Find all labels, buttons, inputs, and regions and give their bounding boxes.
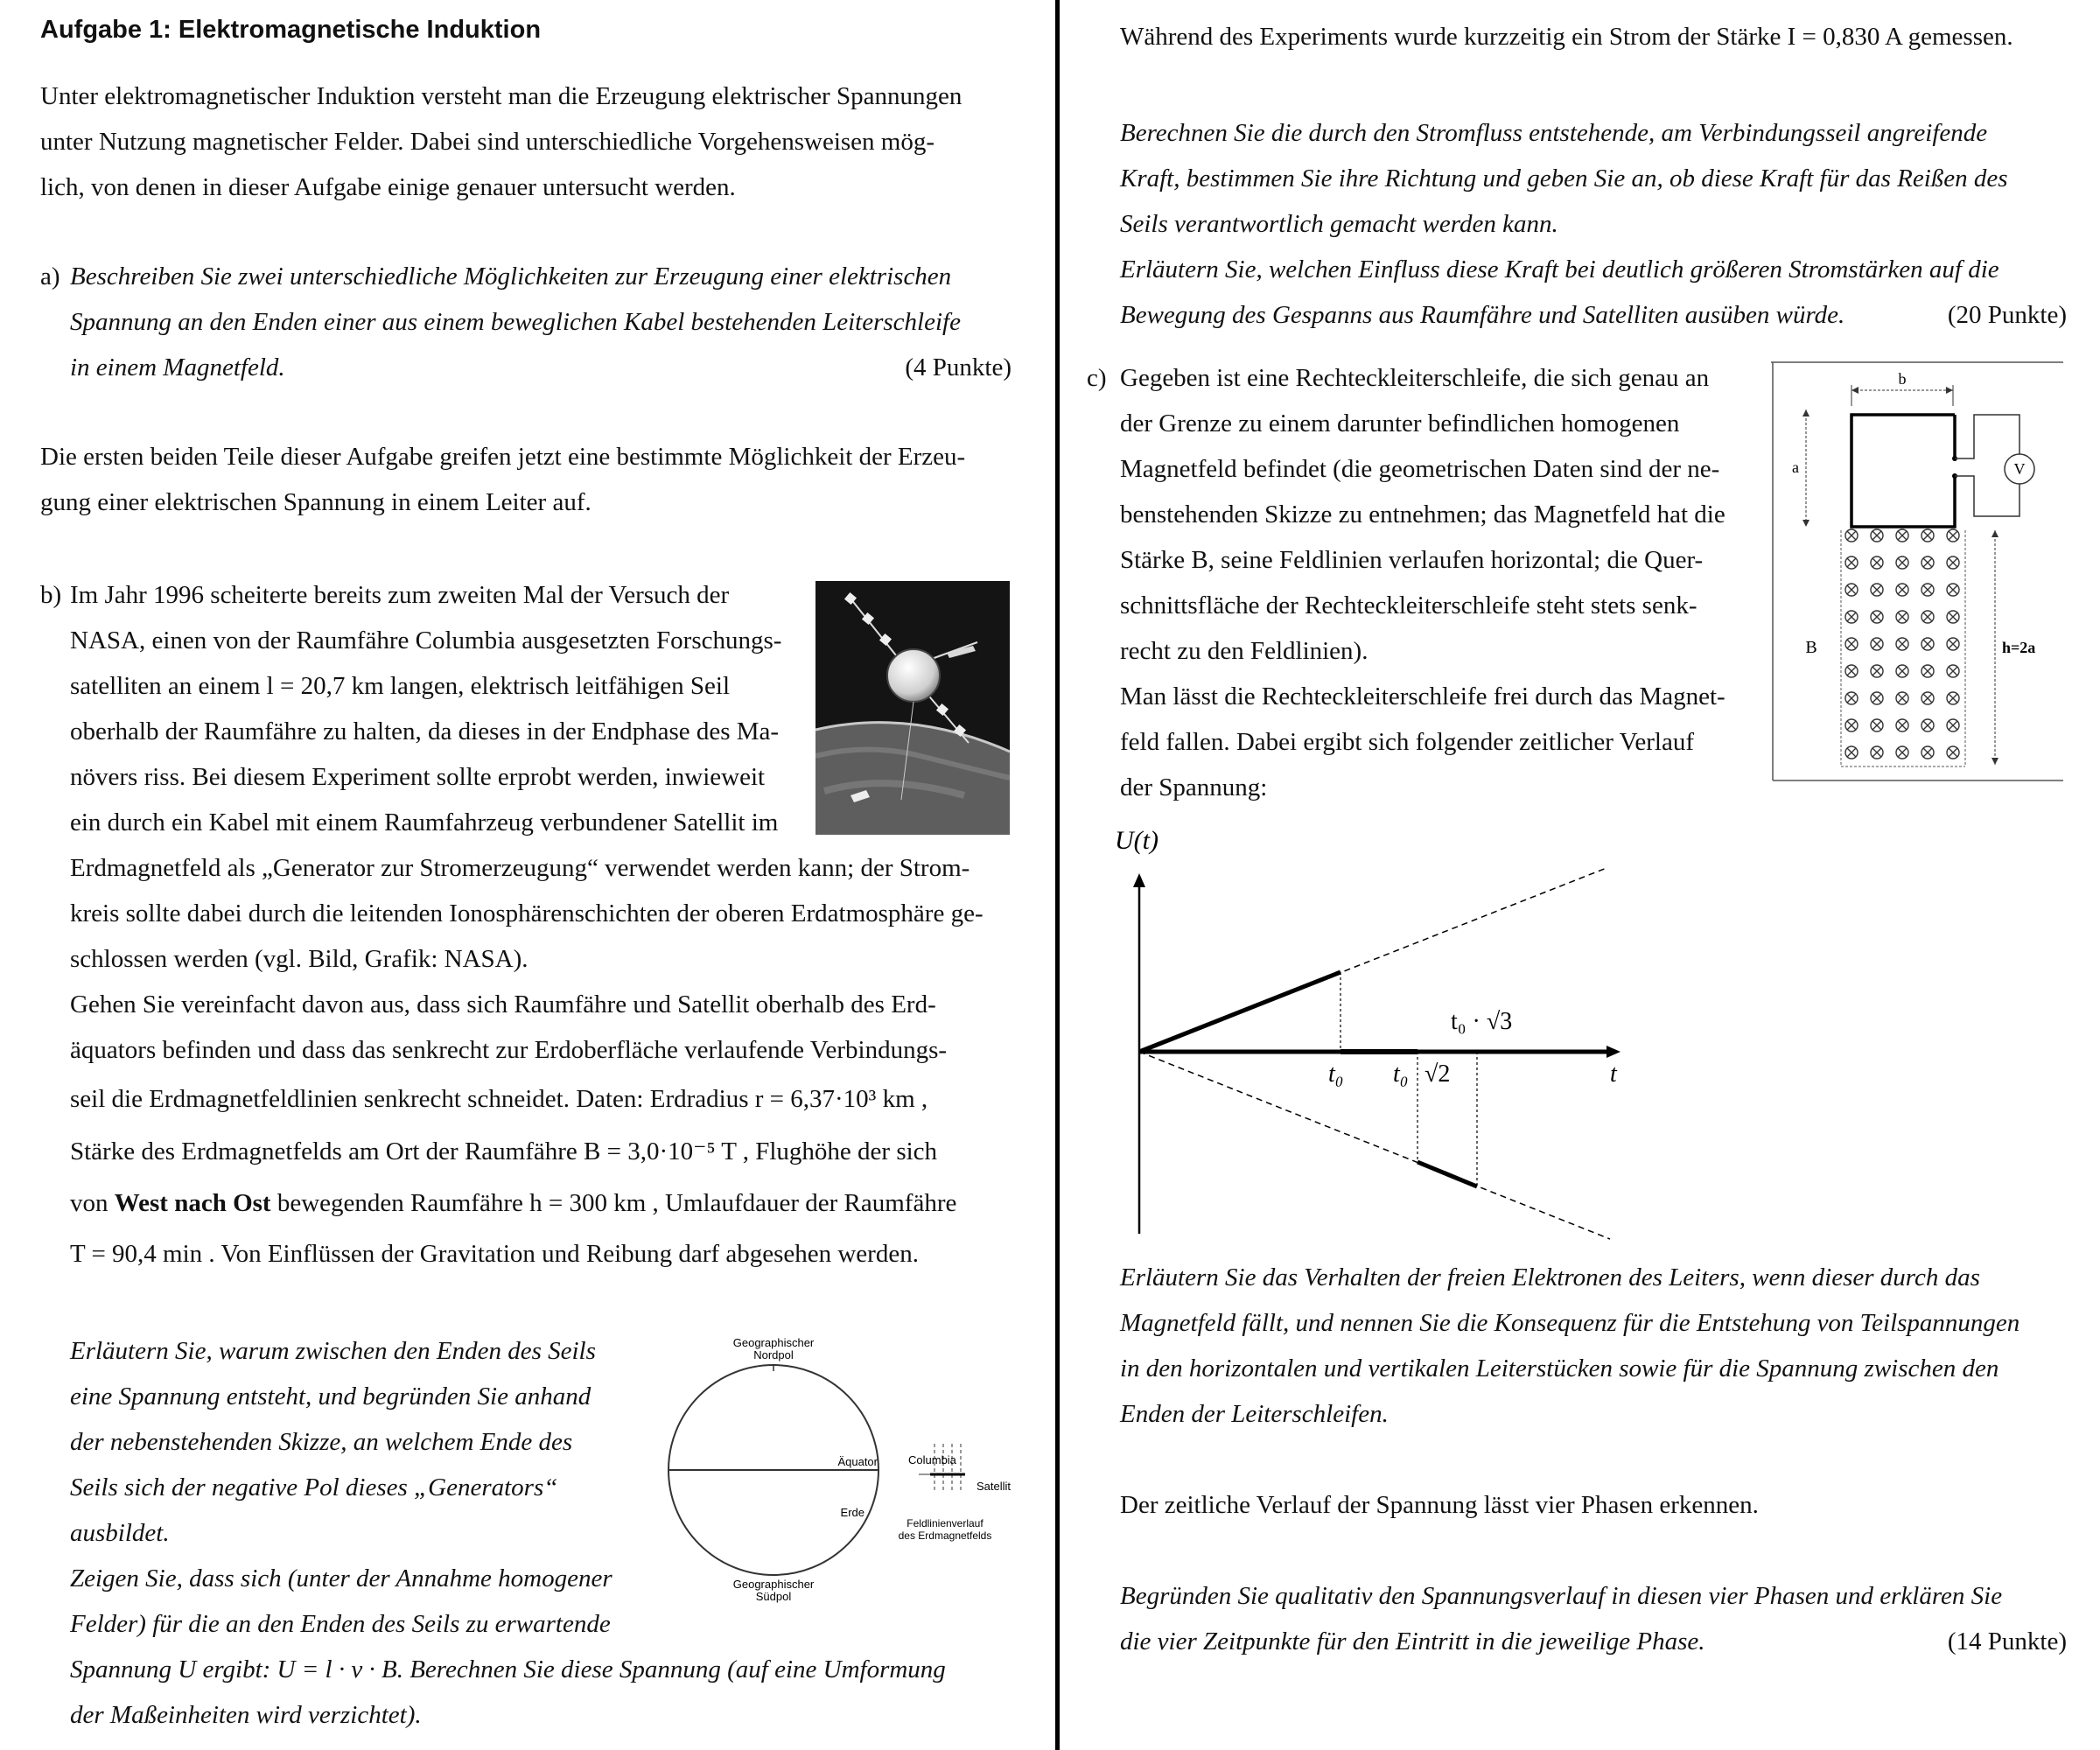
field-cross-icon <box>1871 611 1883 623</box>
part-c-line: recht zu den Feldlinien). <box>1120 637 1368 665</box>
field-cross-icon <box>1896 611 1908 623</box>
part-a-line: Spannung an den Enden einer aus einem beweglichen Kabel bestehenden Leiterschleife <box>70 308 961 336</box>
field-cross-icon <box>1947 746 1959 759</box>
intro-line: unter Nutzung magnetischer Felder. Dabei sind unterschiedliche Vorgehensweisen mög- <box>40 128 934 156</box>
earth-field-diagram <box>663 1334 1013 1606</box>
field-cross-icon <box>1871 584 1883 596</box>
task-line: Spannung U ergibt: U = l · v · B. Berechnen Sie diese Spannung (auf eine Umformung <box>70 1656 946 1684</box>
field-cross-icon <box>1845 584 1858 596</box>
field-cross-icon <box>1871 665 1883 677</box>
part-c-line: Gegeben ist eine Rechteckleiterschleife, die sich genau an <box>1120 364 1710 392</box>
field-cross-icon <box>1871 529 1883 542</box>
part-b-tasks-continued <box>1120 110 2067 338</box>
field-cross-icon <box>1922 692 1934 704</box>
equator-label: Äquator <box>837 1455 878 1468</box>
task-line: Erläutern Sie, warum zwischen den Enden des Seils <box>70 1337 596 1365</box>
task-line: Magnetfeld fällt, und nennen Sie die Konsequenz für die Entstehung von Teilspannungen <box>1120 1309 2020 1337</box>
part-b-line: NASA, einen von der Raumfähre Columbia ausgesetzten Forschungs- <box>70 626 782 654</box>
part-a-line: Beschreiben Sie zwei unterschiedliche Möglichkeiten zur Erzeugung einer elektrischen <box>70 262 952 290</box>
field-cross-icon <box>1896 692 1908 704</box>
part-b-line: ein durch ein Kabel mit einem Raumfahrzeug verbundener Satellit im <box>70 808 779 836</box>
dim-b-label: b <box>1898 370 1907 388</box>
part-c-line: Magnetfeld befindet (die geometrischen Daten sind der ne- <box>1120 455 1720 483</box>
part-a-points: (4 Punkte) <box>905 354 1012 382</box>
part-c-line: benstehenden Skizze zu entnehmen; das Magnetfeld hat die <box>1120 500 1726 528</box>
task-line: ausbildet. <box>70 1519 170 1547</box>
t0-label: t₀ <box>1328 1060 1344 1088</box>
task-line: eine Spannung entsteht, und begründen Sie anhand <box>70 1382 592 1410</box>
phase1-rise <box>1139 972 1340 1052</box>
part-c <box>1087 355 1726 810</box>
task-line: Kraft, bestimmen Sie ihre Richtung und geben Sie an, ob diese Kraft für das Reißen des <box>1120 164 2008 192</box>
part-b-line-rest: bewegenden Raumfähre h = 300 km , Umlaufdauer der Raumfähre <box>276 1189 957 1217</box>
part-c-line: schnittsfläche der Rechteckleiterschleife steht stets senk- <box>1120 592 1698 620</box>
field-cross-icon <box>1947 719 1959 732</box>
part-b-line: seil die Erdmagnetfeldlinien senkrecht schneidet. Daten: Erdradius r = 6,37·10³ km , <box>70 1085 928 1113</box>
graph-xlabel: t <box>1610 1060 1617 1088</box>
direction-prefix: von <box>70 1189 115 1217</box>
field-cross-icon <box>1947 665 1959 677</box>
part-c-line: der Grenze zu einem darunter befindlichen homogenen <box>1120 410 1680 438</box>
field-cross-icon <box>1845 529 1858 542</box>
task-line: Seils verantwortlich gemacht werden kann. <box>1120 210 1558 238</box>
field-cross-icon <box>1845 611 1858 623</box>
task-line: Felder) für die an den Enden des Seils zu erwartende <box>70 1610 611 1638</box>
north-pole-label-1: Geographischer <box>732 1336 815 1349</box>
lower-envelope <box>1139 1052 1610 1239</box>
field-B-label: B <box>1805 638 1817 657</box>
field-cross-icon <box>1896 556 1908 569</box>
south-pole-label-1: Geographischer <box>732 1578 815 1591</box>
intro-line: Unter elektromagnetischer Induktion versteht man die Erzeugung elektrischer Spannungen <box>40 82 962 110</box>
part-b-line: növers riss. Bei diesem Experiment sollte erprobt werden, inwieweit <box>70 763 766 791</box>
part-c-tasks <box>1120 1255 2067 1437</box>
field-cross-icon <box>1845 665 1858 677</box>
part-c-label: c) <box>1087 364 1107 392</box>
field-cross-icon <box>1896 719 1908 732</box>
part-b-line: äquators befinden und dass das senkrecht zur Erdoberfläche verlaufende Verbindungs- <box>70 1036 948 1064</box>
part-b-line: Erdmagnetfeld als „Generator zur Stromerzeugung“ verwendet werden kann; der Strom- <box>70 854 970 882</box>
field-cross-icon <box>1845 638 1858 650</box>
earth-label: Erde <box>840 1506 864 1519</box>
part-b-line: Gehen Sie vereinfacht davon aus, dass sich Raumfähre und Satellit oberhalb des Erd- <box>70 990 936 1018</box>
fieldline-label-1: Feldlinienverlauf <box>906 1517 984 1530</box>
field-cross-icon <box>1947 584 1959 596</box>
part-b-line: T = 90,4 min . Von Einflüssen der Gravitation und Reibung darf abgesehen werden. <box>70 1240 919 1268</box>
field-cross-icon <box>1871 692 1883 704</box>
part-b-line <box>70 1178 1012 1228</box>
field-cross-icon <box>1896 638 1908 650</box>
field-cross-icon <box>1922 665 1934 677</box>
transition-line: gung einer elektrischen Spannung in einem Leiter auf. <box>40 488 592 516</box>
task-line: Erläutern Sie, welchen Einfluss diese Kraft bei deutlich größeren Stromstärken auf die <box>1120 256 1999 284</box>
field-cross-icon <box>1922 529 1934 542</box>
task-line: die vier Zeitpunkte für den Eintritt in die jeweilige Phase. <box>1120 1628 1705 1656</box>
field-cross-icon <box>1947 556 1959 569</box>
column-divider <box>1055 0 1060 1750</box>
task-line: Berechnen Sie die durch den Stromfluss entstehende, am Verbindungsseil angreifende <box>1120 119 1988 147</box>
task-line: Enden der Leiterschleifen. <box>1120 1400 1389 1428</box>
south-pole-label-2: Südpol <box>755 1590 792 1603</box>
sqrt2-label: √2 <box>1424 1060 1451 1088</box>
field-cross-icon <box>1845 719 1858 732</box>
part-b-line: satelliten an einem l = 20,7 km langen, elektrisch leitfähigen Seil <box>70 672 731 700</box>
field-cross-icon <box>1845 692 1858 704</box>
phase3-fall <box>1418 1162 1477 1186</box>
graph-ylabel: U(t) <box>1115 826 1158 855</box>
columbia-label: Columbia <box>908 1453 956 1466</box>
direction-bold: West nach Ost <box>114 1189 271 1217</box>
task-line: Zeigen Sie, dass sich (unter der Annahme homogener <box>70 1564 612 1592</box>
part-c-points: (14 Punkte) <box>1947 1628 2067 1656</box>
dim-h-label: h=2a <box>2002 639 2036 656</box>
dim-a-label: a <box>1792 458 1799 476</box>
part-a-line: in einem Magnetfeld. <box>70 354 285 382</box>
field-cross-icon <box>1871 719 1883 732</box>
part-b-line: Im Jahr 1996 scheiterte bereits zum zweiten Mal der Versuch der <box>70 581 730 609</box>
fieldline-label-2: des Erdmagnetfelds <box>898 1530 992 1542</box>
field-cross-icon <box>1871 556 1883 569</box>
field-cross-icon <box>1922 611 1934 623</box>
north-pole-label-2: Nordpol <box>753 1348 794 1362</box>
part-b-line: schlossen werden (vgl. Bild, Grafik: NASA). <box>70 945 528 973</box>
field-cross-icon <box>1845 556 1858 569</box>
field-cross-icon <box>1922 638 1934 650</box>
rectangular-loop <box>1852 415 1955 527</box>
field-cross-icon <box>1922 556 1934 569</box>
part-b-label: b) <box>40 581 62 609</box>
task-line: in den horizontalen und vertikalen Leiterstücken sowie für die Spannung zwischen den <box>1120 1354 1999 1382</box>
field-cross-icon <box>1922 719 1934 732</box>
field-cross-icon <box>1947 611 1959 623</box>
task-line: der Maßeinheiten wird verzichtet). <box>70 1701 422 1729</box>
current-line: Während des Experiments wurde kurzzeitig ein Strom der Stärke I = 0,830 A gemessen. <box>1120 23 2013 51</box>
part-c-line: Man lässt die Rechteckleiterschleife frei durch das Magnet- <box>1120 682 1726 710</box>
part-b-points: (20 Punkte) <box>1947 301 2067 329</box>
part-a <box>40 254 1012 390</box>
part-c-line: feld fallen. Dabei ergibt sich folgender zeitlicher Verlauf <box>1120 728 1694 756</box>
task-line: Seils sich der negative Pol dieses „Generators“ <box>70 1474 558 1502</box>
loop-field-diagram <box>1771 360 2063 782</box>
task-line: der nebenstehenden Skizze, an welchem Ende des <box>70 1428 573 1456</box>
field-cross-icon <box>1896 529 1908 542</box>
part-c-line: der Spannung: <box>1120 774 1268 802</box>
field-cross-icon <box>1947 692 1959 704</box>
final-task <box>1120 1573 2067 1664</box>
field-cross-icon <box>1871 638 1883 650</box>
field-cross-icon <box>1896 584 1908 596</box>
field-cross-icon <box>1922 584 1934 596</box>
part-b-line: Stärke des Erdmagnetfelds am Ort der Raumfähre B = 3,0·10⁻⁵ T , Flughöhe der sich <box>70 1138 938 1166</box>
t0-sqrt2-label: t₀ <box>1393 1060 1409 1088</box>
field-cross-icon <box>1871 746 1883 759</box>
nasa-satellite-image <box>816 581 1010 835</box>
field-cross-icon <box>1922 746 1934 759</box>
task-line: Begründen Sie qualitativ den Spannungsverlauf in diesen vier Phasen und erklären Sie <box>1120 1582 2003 1610</box>
part-b-line: oberhalb der Raumfähre zu halten, da dieses in der Endphase des Ma- <box>70 718 780 746</box>
satellite-label: Satellit <box>976 1480 1012 1493</box>
field-cross-icon <box>1947 529 1959 542</box>
intro-line: lich, von denen in dieser Aufgabe einige genauer untersucht werden. <box>40 173 736 201</box>
intro-paragraph <box>40 74 962 210</box>
voltmeter-label: V <box>2013 460 2026 478</box>
field-cross-icon <box>1896 746 1908 759</box>
phases-line: Der zeitliche Verlauf der Spannung lässt vier Phasen erkennen. <box>1120 1491 1759 1519</box>
field-cross-icon <box>1947 638 1959 650</box>
transition-paragraph <box>40 434 965 525</box>
part-a-label: a) <box>40 262 60 290</box>
task-line: Bewegung des Gespanns aus Raumfähre und Satelliten ausüben würde. <box>1120 301 1845 329</box>
transition-line: Die ersten beiden Teile dieser Aufgabe greifen jetzt eine bestimmte Möglichkeit der Erzeu- <box>40 443 966 471</box>
task-title: Aufgabe 1: Elektromagnetische Induktion <box>40 16 542 44</box>
part-c-line: Stärke B, seine Feldlinien verlaufen horizontal; die Quer- <box>1120 546 1704 574</box>
field-cross-icon <box>1845 746 1858 759</box>
t0-sqrt3-label: t₀ · √3 <box>1451 1008 1513 1035</box>
magnetic-field-crosses <box>1845 529 1959 759</box>
task-line: Erläutern Sie das Verhalten der freien Elektronen des Leiters, wenn dieser durch das <box>1120 1264 1980 1292</box>
part-b-line: kreis sollte dabei durch die leitenden Ionosphärenschichten der oberen Erdatmosphäre ge- <box>70 900 984 928</box>
field-cross-icon <box>1896 665 1908 677</box>
voltage-time-graph <box>1102 819 1628 1248</box>
